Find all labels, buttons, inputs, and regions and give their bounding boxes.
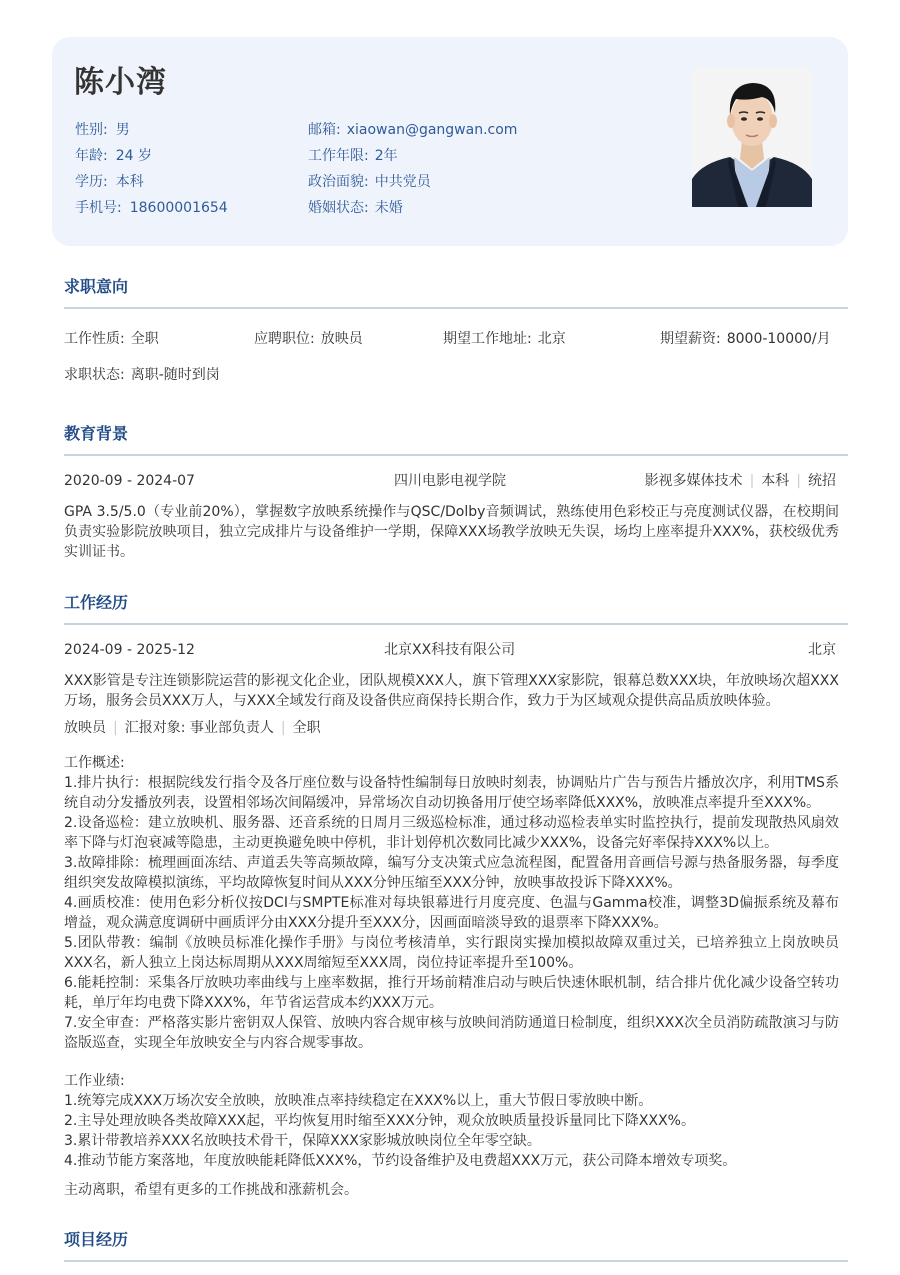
info-label: 性别: [75, 122, 108, 138]
intent-location [443, 329, 566, 349]
overview-item: 7.安全审查：严格落实影片密钥双人保管、放映内容合规审核与放映间消防通道日检制度，组织XXX次全员消防疏散演习与防盗版巡查，实现全年放映安全与内容合规零事故。 [64, 1015, 839, 1051]
field-value: 放映员 [320, 331, 363, 347]
info-marital-status [308, 198, 517, 224]
achievements-heading: 工作业绩: [64, 1073, 125, 1089]
info-label: 婚姻状态: [308, 200, 369, 216]
intent-position [254, 329, 363, 349]
field-label: 应聘职位: [254, 331, 315, 347]
work-period: 2024-09 - 2025-12 [64, 642, 195, 658]
section-divider [64, 1260, 848, 1262]
work-company: 北京XX科技有限公司 [384, 642, 516, 658]
field-label: 期望工作地址: [443, 331, 532, 347]
leave-reason: 主动离职，希望有更多的工作挑战和涨薪机会。 [64, 1182, 358, 1198]
profile-header-card [52, 37, 848, 246]
field-value: 北京 [537, 331, 566, 347]
info-age [75, 146, 228, 172]
field-label: 期望薪资: [660, 331, 721, 347]
achievement-item: 1.统筹完成XXX万场次安全放映，放映准点率持续稳定在XXX%以上，重大节假日零放映中断。 [64, 1093, 653, 1109]
field-value: 离职-随时到岗 [130, 367, 220, 383]
info-gender [75, 120, 228, 146]
intent-job-type [64, 329, 159, 349]
achievement-item: 3.累计带教培养XXX名放映技术骨干，保障XXX家影城放映岗位全年零空缺。 [64, 1133, 541, 1149]
info-value: xiaowan@gangwan.com [346, 122, 518, 138]
section-title-projects: 项目经历 [64, 1230, 129, 1249]
info-label: 政治面貌: [308, 174, 369, 190]
education-period: 2020-09 - 2024-07 [64, 473, 195, 489]
info-value: 24 岁 [115, 148, 152, 164]
info-value: 本科 [115, 174, 144, 190]
separator: | [113, 720, 118, 736]
section-divider [64, 454, 848, 456]
info-value: 2年 [374, 148, 398, 164]
work-role: 放映员 [64, 720, 106, 736]
field-value: 全职 [130, 331, 159, 347]
info-label: 手机号: [75, 200, 122, 216]
profile-photo [692, 67, 812, 207]
basic-info-right [308, 120, 517, 224]
work-achievements [64, 1071, 839, 1171]
section-divider [64, 623, 848, 625]
separator: | [796, 473, 801, 489]
info-value: 中共党员 [374, 174, 431, 190]
basic-info-left [75, 120, 228, 224]
education-school: 四川电影电视学院 [394, 473, 506, 489]
overview-item: 1.排片执行：根据院线发行指令及各厅座位数与设备特性编制每日放映时刻表，协调贴片广告与预告片播放次序，利用TMS系统自动分发播放列表，设置相邻场次间隔缓冲，异常场次自动切换备用厅使空场率降低XXX%，放映准点率提升至XXX%。 [64, 775, 839, 811]
info-email [308, 120, 517, 146]
education-degree: 本科 [761, 473, 790, 489]
overview-item: 4.画质校准：使用色彩分析仪按DCI与SMPTE标准对每块银幕进行月度亮度、色温与Gamma校准，调整3D偏振系统及幕布增益，观众满意度调研中画质评分由XXX分提升至XXX分，因画面暗淡导致的退票率下降XXX%。 [64, 895, 839, 931]
candidate-name: 陈小湾 [74, 65, 167, 100]
section-title-job-intent: 求职意向 [64, 277, 129, 296]
section-divider [64, 307, 848, 309]
work-overview [64, 753, 839, 1053]
info-label: 邮箱: [308, 122, 341, 138]
info-work-years [308, 146, 517, 172]
field-label: 工作性质: [64, 331, 125, 347]
work-employment-type: 全职 [292, 720, 321, 736]
info-label: 年龄: [75, 148, 108, 164]
info-education [75, 172, 228, 198]
intent-status [64, 365, 220, 385]
overview-item: 5.团队带教：编制《放映员标准化操作手册》与岗位考核清单，实行跟岗实操加模拟故障双重过关，已培养独立上岗放映员XXX名，新人独立上岗达标周期从XXX周缩短至XXX周，岗位持证率提升至100%。 [64, 935, 839, 971]
company-description: XXX影管是专注连锁影院运营的影视文化企业，团队规模XXX人，旗下管理XXX家影院，银幕总数XXX块，年放映场次超XXX万场，服务会员XXX万人，与XXX全域发行商及设备供应商保持长期合作，致力于为区域观众提供高品质放映体验。 [64, 673, 839, 709]
info-value: 未婚 [374, 200, 403, 216]
separator: | [749, 473, 755, 489]
field-label: 求职状态: [64, 367, 125, 383]
overview-item: 2.设备巡检：建立放映机、服务器、还音系统的日周月三级巡检标准，通过移动巡检表单实时监控执行，提前发现散热风扇效率下降与灯泡衰减等隐患，主动更换避免映中停机，非计划停机次数同比减少XXX%，设备完好率保持XXX%以上。 [64, 815, 839, 851]
info-phone [75, 198, 228, 224]
work-role-meta [64, 718, 321, 738]
work-report-to: 汇报对象: 事业部负责人 [124, 720, 274, 736]
info-value: 男 [115, 122, 130, 138]
info-label: 工作年限: [308, 148, 369, 164]
education-enroll-type: 统招 [808, 473, 836, 489]
intent-salary [660, 329, 831, 349]
overview-heading: 工作概述: [64, 755, 125, 771]
section-title-work: 工作经历 [64, 593, 129, 612]
achievement-item: 4.推动节能方案落地，年度放映能耗降低XXX%，节约设备维护及电费超XXX万元，获公司降本增效专项奖。 [64, 1153, 737, 1169]
work-city: 北京 [808, 642, 836, 658]
education-description: GPA 3.5/5.0（专业前20%），掌握数字放映系统操作与QSC/Dolby音频调试，熟练使用色彩校正与亮度测试仪器，在校期间负责实验影院放映项目，独立完成排片与设备维护一学期，保障XXX场教学放映无失误，场均上座率提升XXX%，获校级优秀实训证书。 [64, 504, 839, 560]
section-title-education: 教育背景 [64, 424, 129, 443]
overview-item: 6.能耗控制：采集各厅放映功率曲线与上座率数据，推行开场前精准启动与映后快速休眠机制，结合排片优化减少设备空转功耗，单厅年均电费下降XXX%，年节省运营成本约XXX万元。 [64, 975, 839, 1011]
info-value: 18600001654 [129, 200, 228, 216]
info-political-status [308, 172, 517, 198]
education-meta [645, 471, 836, 491]
separator: | [280, 720, 286, 736]
achievement-item: 2.主导处理放映各类故障XXX起，平均恢复用时缩至XXX分钟，观众放映质量投诉量同比下降XXX%。 [64, 1113, 695, 1129]
overview-item: 3.故障排除：梳理画面冻结、声道丢失等高频故障，编写分支决策式应急流程图，配置备用音画信号源与热备服务器，每季度组织突发故障模拟演练，平均故障恢复时间从XXX分钟压缩至XXX分钟，放映事故投诉下降XXX%。 [64, 855, 839, 891]
education-major: 影视多媒体技术 [644, 473, 743, 489]
field-value: 8000-10000/月 [726, 331, 831, 347]
portrait-image [692, 67, 812, 207]
info-label: 学历: [75, 174, 108, 190]
